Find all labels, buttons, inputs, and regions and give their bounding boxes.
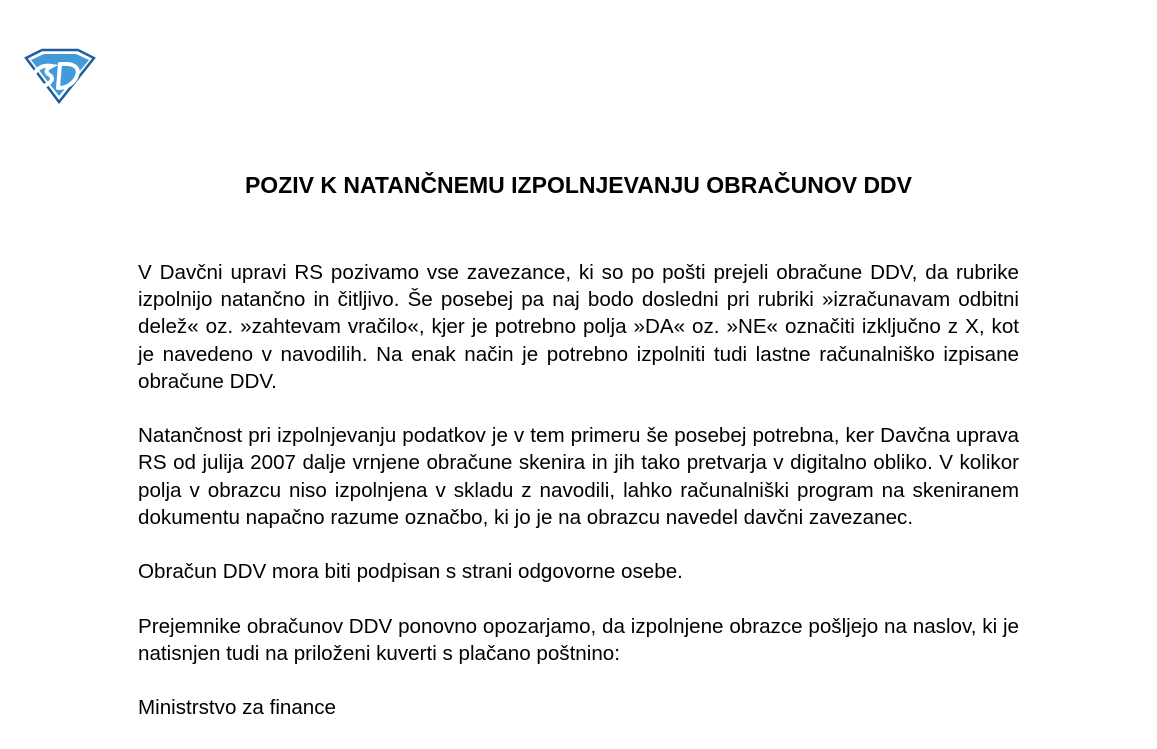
shield-logo-icon (22, 48, 96, 104)
paragraph-address-notice: Prejemnike obračunov DDV ponovno opozarjamo, da izpolnjene obrazce pošljejo na naslov, ki je natisnjen tudi na priloženi kuverti s plačano poštnino: (138, 614, 1019, 665)
address-line-ministry: Ministrstvo za finance (138, 696, 337, 720)
paragraph-intro: V Davčni upravi RS pozivamo vse zavezance, ki so po pošti prejeli obračune DDV, da rubrike izpolnijo natančno in čitljivo. Še posebej pa naj bodo dosledni pri rubriki »izračunavam odbitni delež« oz. »zahtevam vračilo«, kjer je potrebno polja »DA« oz. »NE« označiti izključno z X, kot je navedeno v navodilih. Na enak način je potrebno izpolniti tudi lastne računalniško izpisane obračune DDV. (138, 261, 1019, 393)
paragraph-signature: Obračun DDV mora biti podpisan s strani odgovorne osebe. (138, 560, 683, 584)
document-title: POZIV K NATANČNEMU IZPOLNJEVANJU OBRAČUNOV DDV (244, 172, 913, 198)
logo (22, 48, 96, 104)
paragraph-accuracy: Natančnost pri izpolnjevanju podatkov je v tem primeru še posebej potrebna, ker Davčna uprava RS od julija 2007 dalje vrnjene obračune skenira in jih tako pretvarja v digitalno obliko. V kolikor polja v obrazcu niso izpolnjena v skladu z navodili, lahko računalniški program na skeniranem dokumentu napačno razume označbo, ki jo je na obrazcu navedel davčni zavezanec. (138, 424, 1019, 529)
document-body (138, 259, 1019, 749)
